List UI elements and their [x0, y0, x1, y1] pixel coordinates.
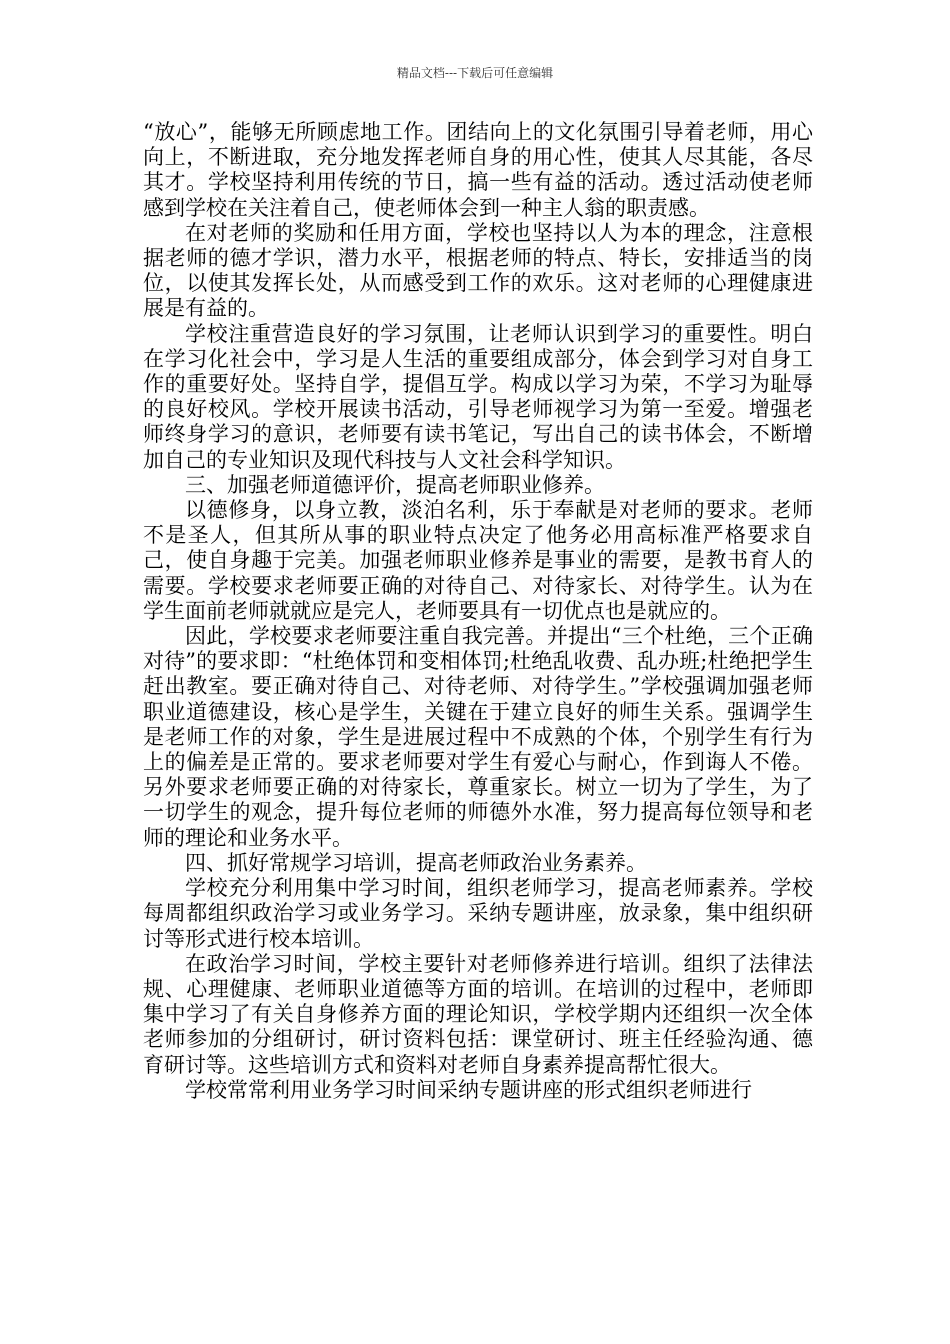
paragraph: 学校充分利用集中学习时间，组织老师学习，提高老师素养。学校每周都组织政治学习或业务学习。采纳专题讲座，放录象，集中组织研讨等形式进行校本培训。 — [143, 876, 813, 951]
section-heading: 三、加强老师道德评价，提高老师职业修养。 — [185, 472, 605, 497]
paragraph: 在对老师的奖励和任用方面，学校也坚持以人为本的理念，注意根据老师的德才学识，潜力水平，根据老师的特点、特长，安排适当的岗位，以使其发挥长处，从而感受到工作的欢乐。这对老师的心理健康进展是有益的。 — [143, 220, 813, 321]
document-body — [143, 120, 813, 1103]
paragraph: 因此，学校要求老师要注重自我完善。并提出“三个杜绝，三个正确对待”的要求即：“杜绝体罚和变相体罚;杜绝乱收费、乱办班;杜绝把学生赶出教室。要正确对待自己、对待老师、对待学生。”学校强调加强老师职业道德建设，核心是学生，关键在于建立良好的师生关系。强调学生是老师工作的对象，学生是进展过程中不成熟的个体，个别学生有行为上的偏差是正常的。要求老师要对学生有爱心与耐心，作到诲人不倦。另外要求老师要正确的对待家长，尊重家长。树立一切为了学生，为了一切学生的观念，提升每位老师的师德外水准，努力提高每位领导和老师的理论和业务水平。 — [143, 624, 813, 850]
paragraph: 在政治学习时间，学校主要针对老师修养进行培训。组织了法律法规、心理健康、老师职业道德等方面的培训。在培训的过程中，老师即集中学习了有关自身修养方面的理论知识，学校学期内还组织一次全体老师参加的分组研讨，研讨资料包括：课堂研讨、班主任经验沟通、德育研讨等。这些培训方式和资料对老师自身素养提高帮忙很大。 — [143, 951, 813, 1077]
page-header: 精品文档---下载后可任意编辑 — [396, 66, 554, 80]
paragraph: 学校注重营造良好的学习氛围，让老师认识到学习的重要性。明白在学习化社会中，学习是人生活的重要组成部分，体会到学习对自身工作的重要好处。坚持自学，提倡互学。构成以学习为荣，不学习为耻辱的良好校风。学校开展读书活动，引导老师视学习为第一至爱。增强老师终身学习的意识，老师要有读书笔记，写出自己的读书体会，不断增加自己的专业知识及现代科技与人文社会科学知识。 — [143, 321, 813, 472]
paragraph: “放心”，能够无所顾虑地工作。团结向上的文化氛围引导着老师，用心向上，不断进取，充分地发挥老师自身的用心性，使其人尽其能，各尽其才。学校坚持利用传统的节日，搞一些有益的活动。透过活动使老师感到学校在关注着自己，使老师体会到一种主人翁的职责感。 — [143, 120, 813, 220]
paragraph: 以德修身，以身立教，淡泊名利，乐于奉献是对老师的要求。老师不是圣人，但其所从事的职业特点决定了他务必用高标准严格要求自己，使自身趣于完美。加强老师职业修养是事业的需要，是教书育人的需要。学校要求老师要正确的对待自己、对待家长、对待学生。认为在学生面前老师就就应是完人，老师要具有一切优点也是就应的。 — [143, 498, 813, 623]
section-heading: 四、抓好常规学习培训，提高老师政治业务素养。 — [185, 850, 647, 875]
paragraph: 学校常常利用业务学习时间采纳专题讲座的形式组织老师进行 — [185, 1077, 752, 1102]
